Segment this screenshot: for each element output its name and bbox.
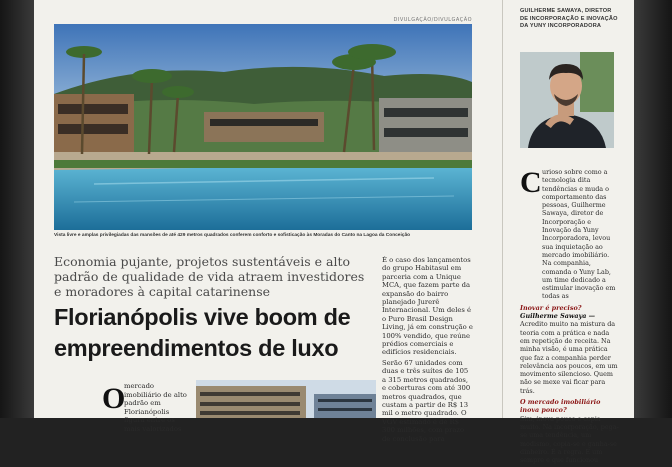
article-headline	[54, 302, 384, 364]
drop-cap-o: O	[102, 382, 126, 415]
resort-illustration	[54, 24, 472, 230]
drop-cap-c: C	[520, 166, 542, 199]
main-article	[34, 0, 502, 443]
interview-intro: urioso sobre como a tecnologia dita tendências e muda o comportamento das pessoas, Guilherme Sawaya, diretor de Incorporação e Inovação da Yuny Incorporadora, levou sua inquietação ao mercado imobiliário. Na companhia, comanda o Yuny Lab, um time dedicado a estimular inovação em todas as	[542, 168, 616, 301]
interviewee-line-3: DA YUNY INCORPORADORA	[520, 23, 602, 30]
interviewee-line-2: DE INCORPORAÇÃO E INOVAÇÃO	[520, 15, 618, 22]
interviewee-line-1: GUILHERME SAWAYA, DIRETOR	[520, 8, 612, 14]
column-divider	[502, 0, 503, 418]
article-deck: Economia pujante, projetos sustentáveis e alto padrão de qualidade de vida atraem investidores e moradores à capital catarinense	[54, 254, 365, 299]
headline-line-1: Florianópolis vive boom de	[54, 304, 351, 330]
building-illustration	[196, 380, 376, 418]
interview-text	[520, 168, 620, 467]
building-photo	[196, 380, 376, 418]
interviewee-heading	[520, 8, 626, 31]
side-paragraph-1: É o caso dos lançamentos do grupo Habitasul em parceria com a Unique MCA, que fazem parte da expansão do bairro planejado Jurerê Internacional. Um deles é o Puro Brasil Design Living, já em construção e 100% vendido, que reúne prédios comerciais e edifícios residenciais.	[382, 256, 473, 357]
question-2: O mercado imobiliário inova pouco?	[520, 398, 601, 415]
answer-1-speaker: Guilherme Sawaya —	[520, 312, 595, 321]
spine-shadow-right	[634, 0, 672, 418]
portrait-illustration	[520, 52, 614, 148]
article-body-start: mercado imobiliário de alto padrão em Florianópolis figura entre os mais valorizados	[124, 382, 187, 433]
interview-sidebar	[514, 0, 626, 465]
question-1: Inovar é preciso?	[520, 303, 582, 312]
interviewee-portrait	[520, 52, 614, 148]
resort-photo	[54, 24, 472, 230]
answer-1: Acredito muito na mistura da teoria com a prática e nada em repetição de receita. Na minha visão, é uma prática que faz a companhia perder relevância aos poucos, em um movimento silencioso. Quem não se mexe vai ficar para trás.	[520, 320, 618, 395]
photo-caption: Vista livre e amplas privilegiadas das mansões de até 429 metros quadrados conferem conforto e sofisticação às Moradas do Canto na Lagoa da Conceição	[54, 233, 411, 238]
answer-2: Sim, inova pouco e copia muito. Na incorporação, pega-se uma tendência, um modismo, copia-se e ganha-se dinheiro. É a regra. E um sempre e que funcionou	[520, 414, 619, 465]
side-paragraph-2: Serão 67 unidades com duas e três suítes de 105 a 315 metros quadrados, e coberturas com até 300 metros quadrados, que custam a partir de R$ 13 mil o metro quadrado. O VGV estimado é de R$ 300 milhões, com prazo de conclusão para	[382, 358, 471, 443]
article-side-column	[382, 256, 474, 445]
photo-credit: DIVULGAÇÃO/DIVULGAÇÃO	[393, 17, 472, 23]
newspaper-page	[34, 0, 634, 465]
headline-line-2: empreendimentos de luxo	[54, 335, 339, 361]
spine-shadow-left	[0, 0, 34, 418]
